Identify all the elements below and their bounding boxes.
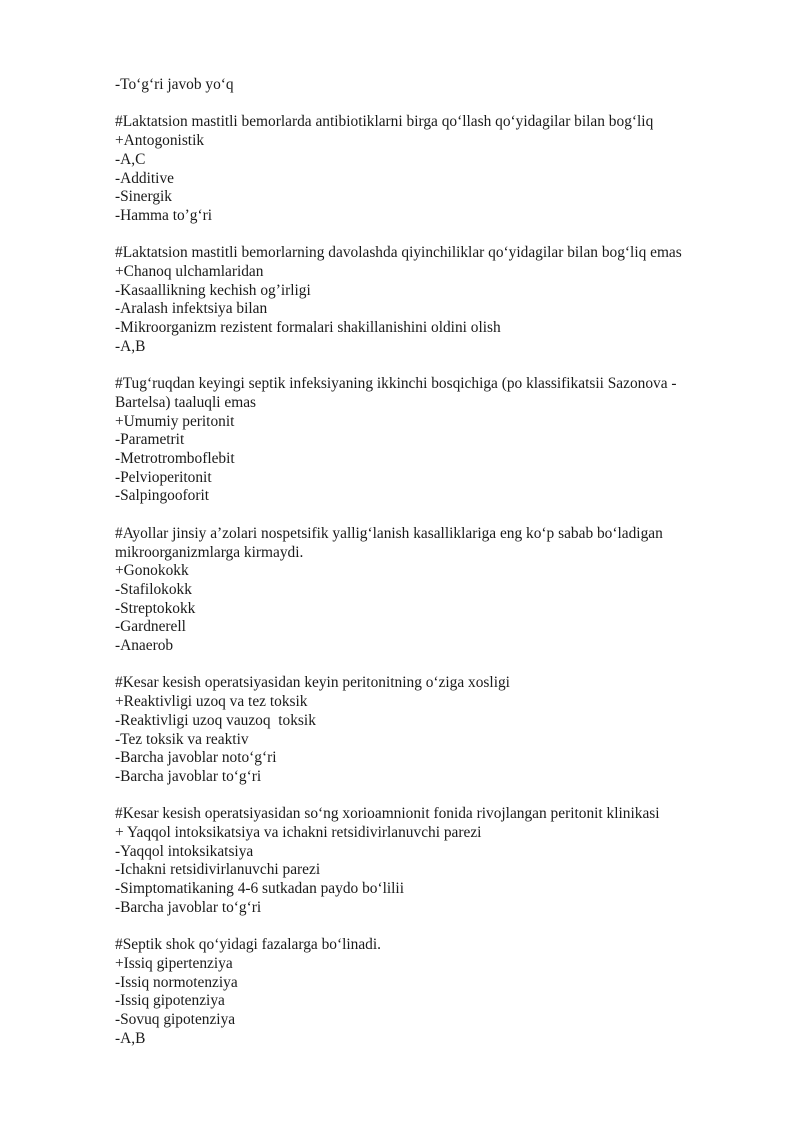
answer-option: -Barcha javoblar noto‘g‘ri <box>115 749 277 767</box>
question-block <box>115 674 715 786</box>
correct-answer: +Gonokokk <box>115 562 189 580</box>
answer-option: -Aralash infektsiya bilan <box>115 300 268 318</box>
question-text: #Tug‘ruqdan keyingi septik infeksiyaning ikkinchi bosqichiga (po klassifikatsii Sazonova - <box>115 375 677 393</box>
answer-option: -Sinergik <box>115 188 173 206</box>
answer-option: -Ichakni retsidivirlanuvchi parezi <box>115 861 321 879</box>
answer-option: -A,B <box>115 1029 146 1047</box>
question-block <box>115 936 715 1048</box>
correct-answer: +Chanoq ulchamlaridan <box>115 263 264 280</box>
question-text: #Kesar kesish operatsiyasidan keyin peritonitning o‘ziga xosligi <box>115 674 510 692</box>
answer-block <box>115 76 715 95</box>
answer-option: -Tez toksik va reaktiv <box>115 730 249 748</box>
correct-answer: +Issiq gipertenziya <box>115 954 233 972</box>
question-text-continued: mikroorganizmlarga kirmaydi. <box>115 543 304 561</box>
answer-option: -Metrotromboflebit <box>115 450 235 468</box>
answer-option: -Parametrit <box>115 431 185 449</box>
question-text: #Septik shok qo‘yidagi fazalarga bo‘linadi. <box>115 936 381 954</box>
question-block <box>115 113 715 225</box>
question-text: #Ayollar jinsiy a’zolari nospetsifik yallig‘lanish kasalliklariga eng ko‘p sabab bo‘ladigan <box>115 524 663 542</box>
question-text: #Laktatsion mastitli bemorlarda antibiotiklarni birga qo‘llash qo‘yidagilar bilan bog‘liq <box>115 113 654 131</box>
answer-option: -A,B <box>115 337 146 355</box>
document-page <box>115 76 715 1067</box>
answer-option: -Simptomatikaning 4-6 sutkadan paydo bo‘lilii <box>115 880 404 898</box>
answer-option: -Barcha javoblar to‘g‘ri <box>115 898 262 916</box>
question-block <box>115 525 715 656</box>
answer-option: -Kasaallikning kechish og’irligi <box>115 281 311 299</box>
question-text: #Laktatsion mastitli bemorlarning davolashda qiyinchiliklar qo‘yidagilar bilan bog‘liq emas <box>115 244 682 262</box>
answer-option: -Pelvioperitonit <box>115 468 212 486</box>
answer-option: -Salpingooforit <box>115 487 210 505</box>
answer-option: -Issiq gipotenziya <box>115 992 225 1010</box>
answer-option: -Hamma to’g‘ri <box>115 206 213 224</box>
answer-option: -Mikroorganizm rezistent formalari shakillanishini oldini olish <box>115 319 501 337</box>
answer-option: -Stafilokokk <box>115 580 192 598</box>
question-text-continued: Bartelsa) taaluqli emas <box>115 393 257 411</box>
answer-option: -Sovuq gipotenziya <box>115 1011 236 1029</box>
answer-option: -A,C <box>115 150 146 168</box>
answer-option: -Additive <box>115 169 174 187</box>
correct-answer: + Yaqqol intoksikatsiya va ichakni retsidivirlanuvchi parezi <box>115 824 482 842</box>
answer-option: -Streptokokk <box>115 599 196 617</box>
correct-answer: +Umumiy peritonit <box>115 412 235 430</box>
question-block <box>115 375 715 506</box>
answer-option: -Reaktivligi uzoq vauzoq toksik <box>115 711 316 729</box>
answer-option: -Anaerob <box>115 637 174 655</box>
correct-answer: +Antogonistik <box>115 132 205 150</box>
question-block <box>115 244 715 356</box>
question-block <box>115 805 715 917</box>
answer-option: -Issiq normotenziya <box>115 973 238 991</box>
answer-option: -To‘g‘ri javob yo‘q <box>115 76 234 93</box>
correct-answer: +Reaktivligi uzoq va tez toksik <box>115 693 308 711</box>
answer-option: -Yaqqol intoksikatsiya <box>115 842 254 860</box>
question-text: #Kesar kesish operatsiyasidan so‘ng xorioamnionit fonida rivojlangan peritonit klinikasi <box>115 805 660 823</box>
answer-option: -Gardnerell <box>115 618 186 636</box>
answer-option: -Barcha javoblar to‘g‘ri <box>115 767 262 785</box>
